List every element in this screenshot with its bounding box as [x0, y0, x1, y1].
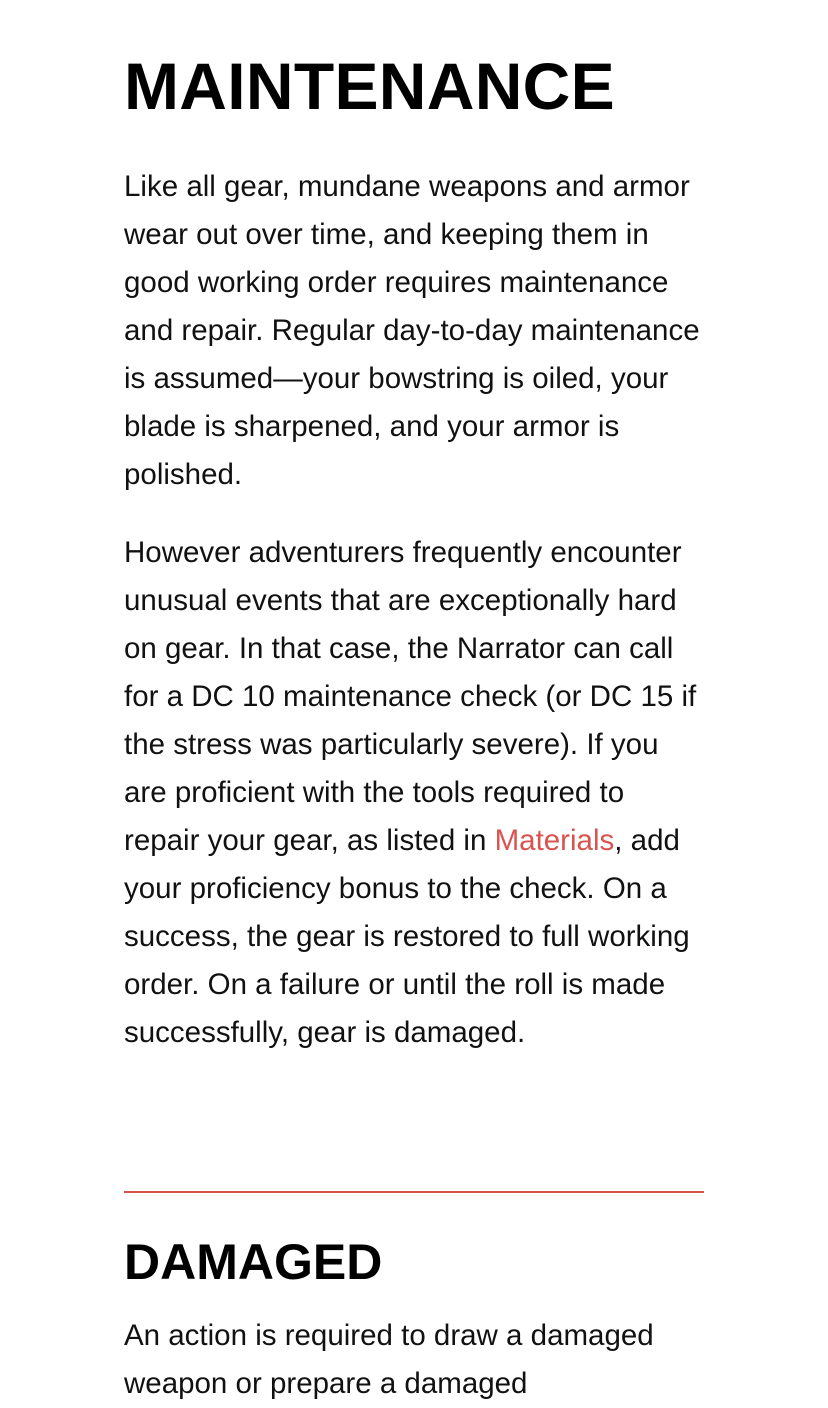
maintenance-paragraph-1: Like all gear, mundane weapons and armor wear out over time, and keeping them in good working order requires maintenance and repair. Regular day-to-day maintenance is assumed—your bowstring is oiled, your blade is sharpened, and your armor is polished. [124, 170, 700, 491]
maintenance-paragraph-2-text-start: However adventurers frequently encounter unusual events that are exceptionally hard on gear. In that case, the Narrator can call for a DC 10 maintenance check (or DC 15 if the stress was particularly severe). If you are proficient with the tools required to repair your gear, as listed in [124, 536, 697, 857]
materials-link[interactable]: Materials [494, 824, 615, 857]
section-divider [124, 1191, 704, 1193]
damaged-paragraph-1: An action is required to draw a damaged weapon or prepare a damaged [124, 1319, 654, 1400]
damaged-heading: DAMAGED [124, 1234, 383, 1290]
maintenance-paragraph-2-text-end: , add your proficiency bonus to the check. On a success, the gear is restored to full working order. On a failure or until the roll is made successfully, gear is damaged. [124, 824, 690, 1049]
maintenance-heading: MAINTENANCE [124, 49, 615, 123]
maintenance-paragraph-2 [124, 529, 704, 1057]
